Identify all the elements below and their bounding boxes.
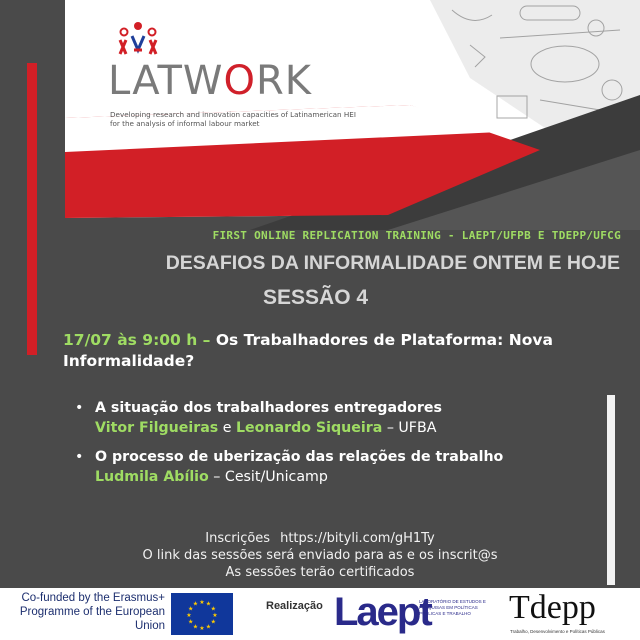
eu-star-icon: ★ [199,625,205,632]
tdepp-subtitle: Trabalho, Desenvolvimento e Políticas Públicas [510,629,605,634]
eu-star-icon: ★ [188,605,194,613]
event-subtitle: FIRST ONLINE REPLICATION TRAINING - LAEPT/UFPB E TDEPP/UFCG [212,229,621,242]
eu-star-icon: ★ [205,623,212,631]
latwork-gear-o: O [223,58,256,104]
eu-star-icon: ★ [205,600,212,608]
registration-info [0,530,640,581]
eu-star-icon: ★ [192,623,199,631]
session-date-time: 17/07 às 9:00 h – [63,331,211,349]
eu-star-icon: ★ [210,605,216,613]
link-note: O link das sessões será enviado para as e os inscrit@s [142,548,498,563]
hero-banner [0,0,640,230]
session-number: SESSÃO 4 [263,286,369,309]
eu-star-icon: ★ [199,599,205,606]
talk-title: O processo de uberização das relações de trabalho [95,449,504,465]
eu-star-icon: ★ [188,618,194,626]
session-theme: Os Trabalhadores de Plataforma: Nova Informalidade? [63,331,553,370]
talk-item [75,398,595,438]
session-headline [63,330,583,372]
tdepp-logo: Tdepp [509,589,596,626]
latwork-logo-icon [114,20,162,60]
talk-title: A situação dos trabalhadores entregadores [95,400,442,416]
erasmus-cofund-text: Co-funded by the Erasmus+ Programme of the European Union [19,592,165,632]
talk-speaker: Vitor Filgueiras [95,420,219,436]
event-title: DESAFIOS DA INFORMALIDADE ONTEM E HOJE [165,252,620,274]
talk-speaker: Ludmila Abílio [95,469,209,485]
bullet-icon: • [75,400,84,416]
talk-speaker: Leonardo Siqueira [235,420,383,436]
latwork-tagline: Developing research and innovation capacities of Latinamerican HEI for the analysis of informal labour market [110,110,356,128]
talk-item [75,447,595,487]
eu-star-icon: ★ [212,612,218,619]
registration-label: Inscrições [205,531,271,546]
certificate-note: As sessões terão certificados [225,565,415,580]
eu-star-icon: ★ [210,618,216,626]
bullet-icon: • [75,449,84,465]
talk-connector: e [218,420,236,436]
eu-star-icon: ★ [192,600,199,608]
eu-flag-icon [171,593,233,635]
left-accent-bar [27,63,37,355]
sponsor-footer [0,588,640,640]
talk-list [75,398,595,496]
laept-subtitle: LABORATÓRIO DE ESTUDOS E PESQUISAS EM POLÍTICAS PÚBLICAS E TRABALHO [419,599,486,616]
registration-link[interactable]: https://bityli.com/gH1Ty [280,531,435,546]
eu-star-icon: ★ [186,612,192,619]
talk-affiliation: – UFBA [382,420,437,436]
talk-affiliation: – Cesit/Unicamp [208,469,328,485]
realizacao-label: Realização [266,600,323,612]
latwork-wordmark: LATWORK [108,58,312,104]
laept-logo: Laept [334,590,431,634]
